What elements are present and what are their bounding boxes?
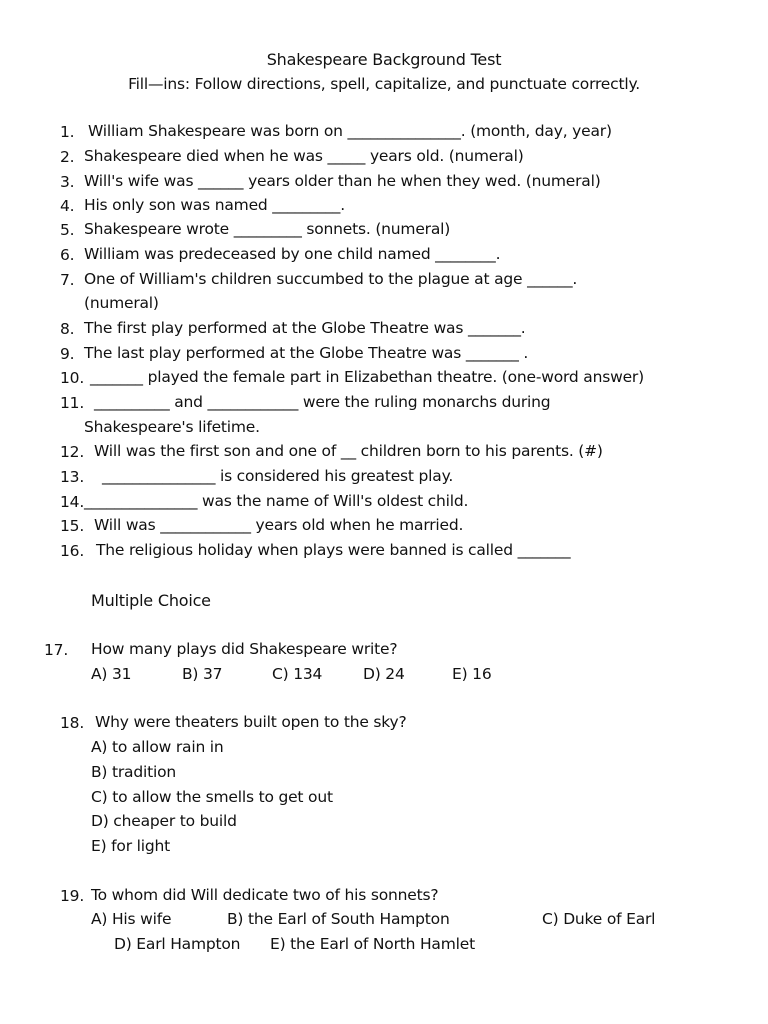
fill-in-question: __________ and ____________ were the ruling monarchs during bbox=[94, 393, 551, 411]
instructions: Fill—ins: Follow directions, spell, capitalize, and punctuate correctly. bbox=[128, 75, 640, 93]
item-number: 12. bbox=[60, 443, 85, 461]
mc-question: Why were theaters built open to the sky? bbox=[95, 713, 407, 731]
item-number: 6. bbox=[60, 246, 75, 264]
mc-option: B) 37 bbox=[182, 665, 223, 683]
fill-in-question: Will was ____________ years old when he married. bbox=[94, 516, 464, 534]
item-number: 8. bbox=[60, 320, 75, 338]
mc-option: B) tradition bbox=[91, 763, 176, 781]
mc-option: E) 16 bbox=[452, 665, 492, 683]
item-number: 10. bbox=[60, 369, 85, 387]
fill-in-question: _______________ is considered his greatest play. bbox=[102, 467, 454, 485]
fill-in-question: William Shakespeare was born on _______________. (month, day, year) bbox=[88, 122, 612, 140]
item-number: 17. bbox=[44, 641, 69, 659]
item-number: 7. bbox=[60, 271, 75, 289]
item-number: 5. bbox=[60, 221, 75, 239]
item-number: 14. bbox=[60, 493, 85, 511]
fill-in-question: The last play performed at the Globe Theatre was _______ . bbox=[84, 344, 529, 362]
mc-option: A) to allow rain in bbox=[91, 738, 224, 756]
item-number: 16. bbox=[60, 542, 85, 560]
item-number: 9. bbox=[60, 345, 75, 363]
fill-in-question: _______ played the female part in Elizabethan theatre. (one-word answer) bbox=[90, 368, 644, 386]
item-number: 15. bbox=[60, 517, 85, 535]
fill-in-question: One of William's children succumbed to the plague at age ______. bbox=[84, 270, 578, 288]
fill-in-question: The first play performed at the Globe Theatre was _______. bbox=[84, 319, 526, 337]
mc-option: D) Earl Hampton bbox=[114, 935, 241, 953]
mc-option: E) the Earl of North Hamlet bbox=[270, 935, 475, 953]
fill-in-question-continued: (numeral) bbox=[84, 294, 159, 312]
item-number: 19. bbox=[60, 887, 85, 905]
section-heading: Multiple Choice bbox=[91, 591, 211, 610]
item-number: 13. bbox=[60, 468, 85, 486]
mc-option: D) cheaper to build bbox=[91, 812, 237, 830]
mc-option: B) the Earl of South Hampton bbox=[227, 910, 450, 928]
page-title: Shakespeare Background Test bbox=[266, 50, 502, 69]
fill-in-question: Will was the first son and one of __ children born to his parents. (#) bbox=[94, 442, 603, 460]
fill-in-question: Will's wife was ______ years older than he when they wed. (numeral) bbox=[84, 172, 601, 190]
mc-question: How many plays did Shakespeare write? bbox=[91, 640, 398, 658]
fill-in-question: Shakespeare wrote _________ sonnets. (numeral) bbox=[84, 220, 451, 238]
mc-option: A) 31 bbox=[91, 665, 132, 683]
mc-option: C) 134 bbox=[272, 665, 323, 683]
mc-option: D) 24 bbox=[363, 665, 405, 683]
mc-option: E) for light bbox=[91, 837, 170, 855]
fill-in-question: The religious holiday when plays were banned is called _______ bbox=[96, 541, 571, 559]
mc-option: A) His wife bbox=[91, 910, 172, 928]
item-number: 1. bbox=[60, 123, 75, 141]
item-number: 3. bbox=[60, 173, 75, 191]
fill-in-question: _______________ was the name of Will's oldest child. bbox=[84, 492, 469, 510]
fill-in-question-continued: Shakespeare's lifetime. bbox=[84, 418, 260, 436]
fill-in-question: His only son was named _________. bbox=[84, 196, 345, 214]
mc-option: C) to allow the smells to get out bbox=[91, 788, 333, 806]
item-number: 18. bbox=[60, 714, 85, 732]
mc-question: To whom did Will dedicate two of his sonnets? bbox=[91, 886, 439, 904]
item-number: 4. bbox=[60, 197, 75, 215]
fill-in-question: Shakespeare died when he was _____ years old. (numeral) bbox=[84, 147, 524, 165]
mc-option: C) Duke of Earl bbox=[542, 910, 656, 928]
item-number: 11. bbox=[60, 394, 85, 412]
fill-in-question: William was predeceased by one child named ________. bbox=[84, 245, 501, 263]
item-number: 2. bbox=[60, 148, 75, 166]
